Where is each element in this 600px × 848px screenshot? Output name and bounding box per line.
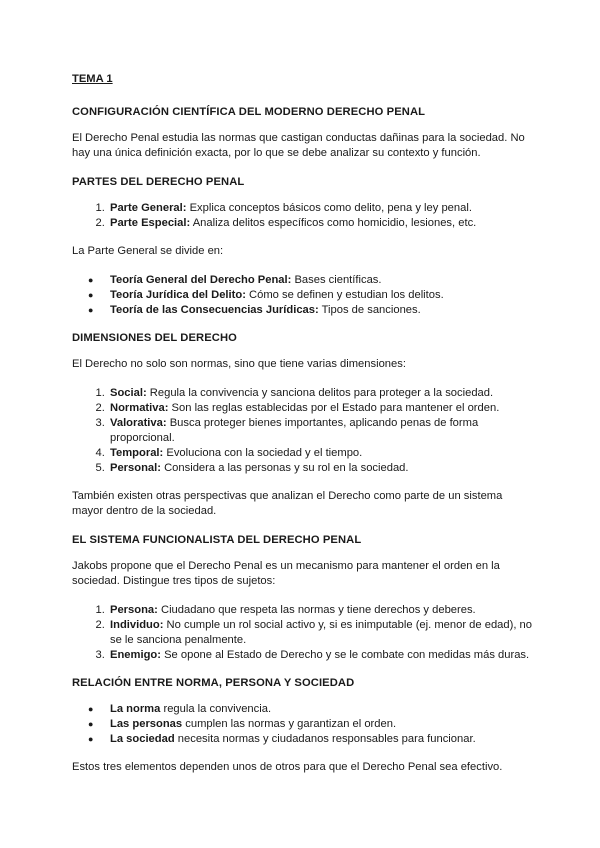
list-item: 2. Parte Especial: Analiza delitos específicos como homicidio, lesiones, etc. [108, 216, 532, 231]
dimensiones-intro: El Derecho no solo son normas, sino que tiene varias dimensiones: [72, 358, 406, 370]
list-item: 2. Individuo: No cumple un rol social activo y, si es inimputable (ej. menor de edad), no se le sanciona penalmente. [108, 618, 532, 648]
relacion-closing: Estos tres elementos dependen unos de otros para que el Derecho Penal sea efectivo. [72, 761, 503, 773]
list-item: ● La norma regula la convivencia. [108, 702, 532, 717]
section-heading-funcionalista: EL SISTEMA FUNCIONALISTA DEL DERECHO PENAL [72, 534, 362, 546]
dimensiones-closing: También existen otras perspectivas que analizan el Derecho como parte de un sistema mayor dentro de la sociedad. [72, 490, 503, 517]
list-item: ● La sociedad necesita normas y ciudadanos responsables para funcionar. [108, 732, 532, 747]
list-item: 1. Persona: Ciudadano que respeta las normas y tiene derechos y deberes. [108, 603, 532, 618]
list-item: 3. Valorativa: Busca proteger bienes importantes, aplicando penas de forma proporcional. [108, 416, 532, 446]
list-item: 4. Temporal: Evoluciona con la sociedad y el tiempo. [108, 446, 532, 461]
list-item: 1. Parte General: Explica conceptos básicos como delito, pena y ley penal. [108, 201, 532, 216]
section-heading-partes: PARTES DEL DERECHO PENAL [72, 176, 245, 188]
list-item: 5. Personal: Considera a las personas y su rol en la sociedad. [108, 461, 532, 476]
document-page [72, 72, 532, 789]
intro-paragraph: El Derecho Penal estudia las normas que castigan conductas dañinas para la sociedad. No hay una única definición exacta, por lo que se debe analizar su contexto y función. [72, 132, 525, 159]
funcionalista-intro: Jakobs propone que el Derecho Penal es un mecanismo para mantener el orden en la sociedad. Distingue tres tipos de sujetos: [72, 560, 500, 587]
list-item: 1. Social: Regula la convivencia y sanciona delitos para proteger a la sociedad. [108, 386, 532, 401]
section-heading-configuracion: CONFIGURACIÓN CIENTÍFICA DEL MODERNO DERECHO PENAL [72, 106, 426, 118]
parte-general-list [72, 273, 532, 318]
list-item: 3. Enemigo: Se opone al Estado de Derecho y se le combate con medidas más duras. [108, 648, 532, 663]
list-item: ● Teoría Jurídica del Delito: Cómo se definen y estudian los delitos. [108, 288, 532, 303]
list-item: ● Las personas cumplen las normas y garantizan el orden. [108, 717, 532, 732]
section-heading-dimensiones: DIMENSIONES DEL DERECHO [72, 332, 237, 344]
list-item: 2. Normativa: Son las reglas establecidas por el Estado para mantener el orden. [108, 401, 532, 416]
parte-general-intro: La Parte General se divide en: [72, 245, 224, 257]
sujetos-list [72, 603, 532, 663]
section-heading-relacion: RELACIÓN ENTRE NORMA, PERSONA Y SOCIEDAD [72, 677, 355, 689]
list-item: ● Teoría General del Derecho Penal: Bases científicas. [108, 273, 532, 288]
relacion-list [72, 702, 532, 747]
document-title: TEMA 1 [72, 73, 113, 85]
list-item: ● Teoría de las Consecuencias Jurídicas: Tipos de sanciones. [108, 303, 532, 318]
partes-list [72, 201, 532, 231]
dimensiones-list [72, 386, 532, 476]
